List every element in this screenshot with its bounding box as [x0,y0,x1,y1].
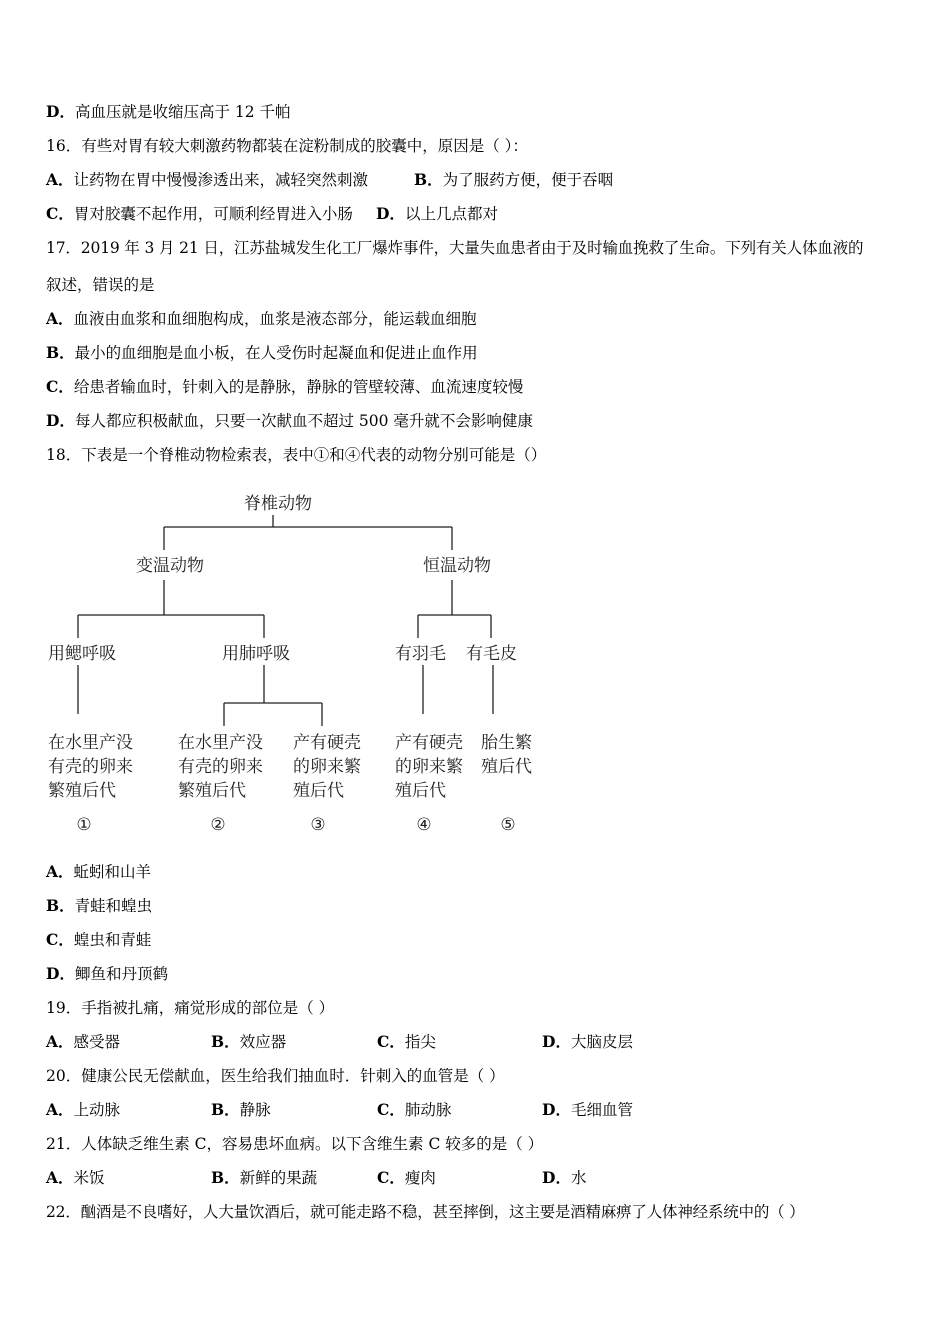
q15-option-d [46,102,291,122]
leaf-2-line: 在水里产没 [178,733,263,753]
q21-option-d [542,1168,586,1188]
q19-option-d [542,1032,633,1052]
q17-option-c [46,377,523,397]
option-text: 最小的血细胞是血小板，在人受伤时起凝血和促进止血作用 [74,344,478,362]
q18-option-d [46,964,168,984]
option-label: A． [46,1100,74,1119]
option-label: A． [46,862,74,881]
q16-option-c [46,204,353,224]
option-text: 蝗虫和青蛙 [73,931,152,949]
q19-option-c [377,1032,436,1052]
node-lung-breathing: 用肺呼吸 [222,644,290,664]
q19-stem: 19．手指被扎痛，痛觉形成的部位是（ ） [46,999,335,1017]
option-label: A． [46,170,74,189]
leaf-5-line: 胎生繁 [481,733,532,753]
q20-option-b [211,1100,271,1120]
option-text: 给患者输血时，针刺入的是静脉，静脉的管壁较薄、血流速度较慢 [73,378,524,396]
option-text: 米饭 [73,1169,105,1187]
leaf-2-line: 繁殖后代 [178,781,246,801]
option-text: 水 [570,1169,587,1187]
leaf-3-line: 殖后代 [293,781,344,801]
option-label: B． [211,1032,240,1051]
q18-option-c [46,930,151,950]
label-1: ① [76,815,92,835]
option-text: 效应器 [239,1033,287,1051]
label-5: ⑤ [500,815,516,835]
label-3: ③ [310,815,326,835]
q19-option-a [46,1032,120,1052]
node-vertebrates: 脊椎动物 [244,494,312,514]
option-label: B． [46,343,75,362]
q18-option-b [46,896,152,916]
node-warm-blooded: 恒温动物 [423,556,491,576]
option-label: A． [46,1032,74,1051]
option-label: D． [46,411,75,430]
option-text: 鲫鱼和丹顶鹤 [74,965,168,983]
option-text: 静脉 [239,1101,271,1119]
option-label: D． [542,1032,571,1051]
label-4: ④ [416,815,432,835]
leaf-1-line: 在水里产没 [48,733,133,753]
leaf-5-line: 殖后代 [481,757,532,777]
node-gill-breathing: 用鳃呼吸 [48,644,116,664]
q20-stem: 20．健康公民无偿献血，医生给我们抽血时．针刺入的血管是（ ） [46,1067,505,1085]
q16-stem: 16．有些对胃有较大刺激药物都装在淀粉制成的胶囊中，原因是（ ）： [46,137,528,155]
option-text: 肺动脉 [404,1101,452,1119]
option-label: C． [377,1100,405,1119]
option-label: D． [542,1168,571,1187]
option-label: B． [211,1168,240,1187]
q16-option-b [414,170,613,190]
leaf-2 [178,733,268,801]
option-label: B． [46,896,75,915]
q18-stem: 18．下表是一个脊椎动物检索表，表中①和④代表的动物分别可能是（） [46,446,547,464]
option-text: 高血压就是收缩压高于 12 千帕 [74,103,291,121]
option-label: B． [414,170,443,189]
q16-option-a [46,170,368,190]
option-label: C． [46,377,74,396]
option-text: 为了服药方便，便于吞咽 [442,171,614,189]
leaf-3-line: 的卵来繁 [293,757,361,777]
q20-option-a [46,1100,120,1120]
option-text: 新鲜的果蔬 [239,1169,318,1187]
q20-option-c [377,1100,451,1120]
q17-stem-line1: 17．2019 年 3 月 21 日，江苏盐城发生化工厂爆炸事件，大量失血患者由于及时输血挽救了生命。下列有关人体血液的 [46,239,864,257]
option-label: C． [46,930,74,949]
leaf-1-line: 繁殖后代 [48,781,116,801]
leaf-3-line: 产有硬壳 [293,733,361,753]
option-label: D． [46,102,75,121]
option-text: 青蛙和蝗虫 [74,897,153,915]
q16-option-d [376,204,498,224]
q17-option-d [46,411,533,431]
option-text: 蚯蚓和山羊 [73,863,152,881]
q19-option-b [211,1032,286,1052]
option-text: 大脑皮层 [570,1033,633,1051]
option-text: 感受器 [73,1033,121,1051]
q20-option-d [542,1100,633,1120]
option-text: 上动脉 [73,1101,121,1119]
option-label: A． [46,1168,74,1187]
q21-option-b [211,1168,317,1188]
leaf-4 [395,733,468,801]
option-text: 让药物在胃中慢慢渗透出来，减轻突然刺激 [73,171,369,189]
node-feathers: 有羽毛 [395,644,446,664]
leaf-1-line: 有壳的卵来 [48,757,133,777]
q22-stem: 22．酗酒是不良嗜好，人大量饮酒后，就可能走路不稳，甚至摔倒，这主要是酒精麻痹了人体神经系统中的（ ） [46,1203,805,1221]
q21-stem: 21．人体缺乏维生素 C，容易患坏血病。以下含维生素 C 较多的是（ ） [46,1135,544,1153]
option-label: C． [377,1168,405,1187]
node-fur: 有毛皮 [466,644,517,664]
leaf-2-line: 有壳的卵来 [178,757,263,777]
leaf-4-line: 的卵来繁 [395,757,463,777]
option-text: 以上几点都对 [404,205,498,223]
option-text: 瘦肉 [404,1169,436,1187]
option-label: B． [211,1100,240,1119]
q17-option-b [46,343,478,363]
label-2: ② [210,815,226,835]
leaf-5 [481,733,537,777]
leaf-4-line: 产有硬壳 [395,733,463,753]
q17-option-a [46,309,477,329]
leaf-3 [293,733,366,801]
option-text: 血液由血浆和血细胞构成，血浆是液态部分，能运载血细胞 [73,310,477,328]
option-text: 毛细血管 [570,1101,633,1119]
leaf-1 [48,733,138,801]
q21-option-a [46,1168,105,1188]
option-label: D． [376,204,405,223]
q21-option-c [377,1168,436,1188]
option-label: C． [377,1032,405,1051]
option-text: 指尖 [404,1033,436,1051]
option-text: 每人都应积极献血，只要一次献血不超过 500 毫升就不会影响健康 [74,412,533,430]
option-text: 胃对胶囊不起作用，可顺利经胃进入小肠 [73,205,353,223]
node-cold-blooded: 变温动物 [136,556,204,576]
leaf-4-line: 殖后代 [395,781,446,801]
option-label: C． [46,204,74,223]
option-label: D． [542,1100,571,1119]
q18-option-a [46,862,151,882]
q17-stem-line2: 叙述，错误的是 [46,276,155,294]
option-label: A． [46,309,74,328]
option-label: D． [46,964,75,983]
vertebrate-key-diagram [40,485,560,845]
